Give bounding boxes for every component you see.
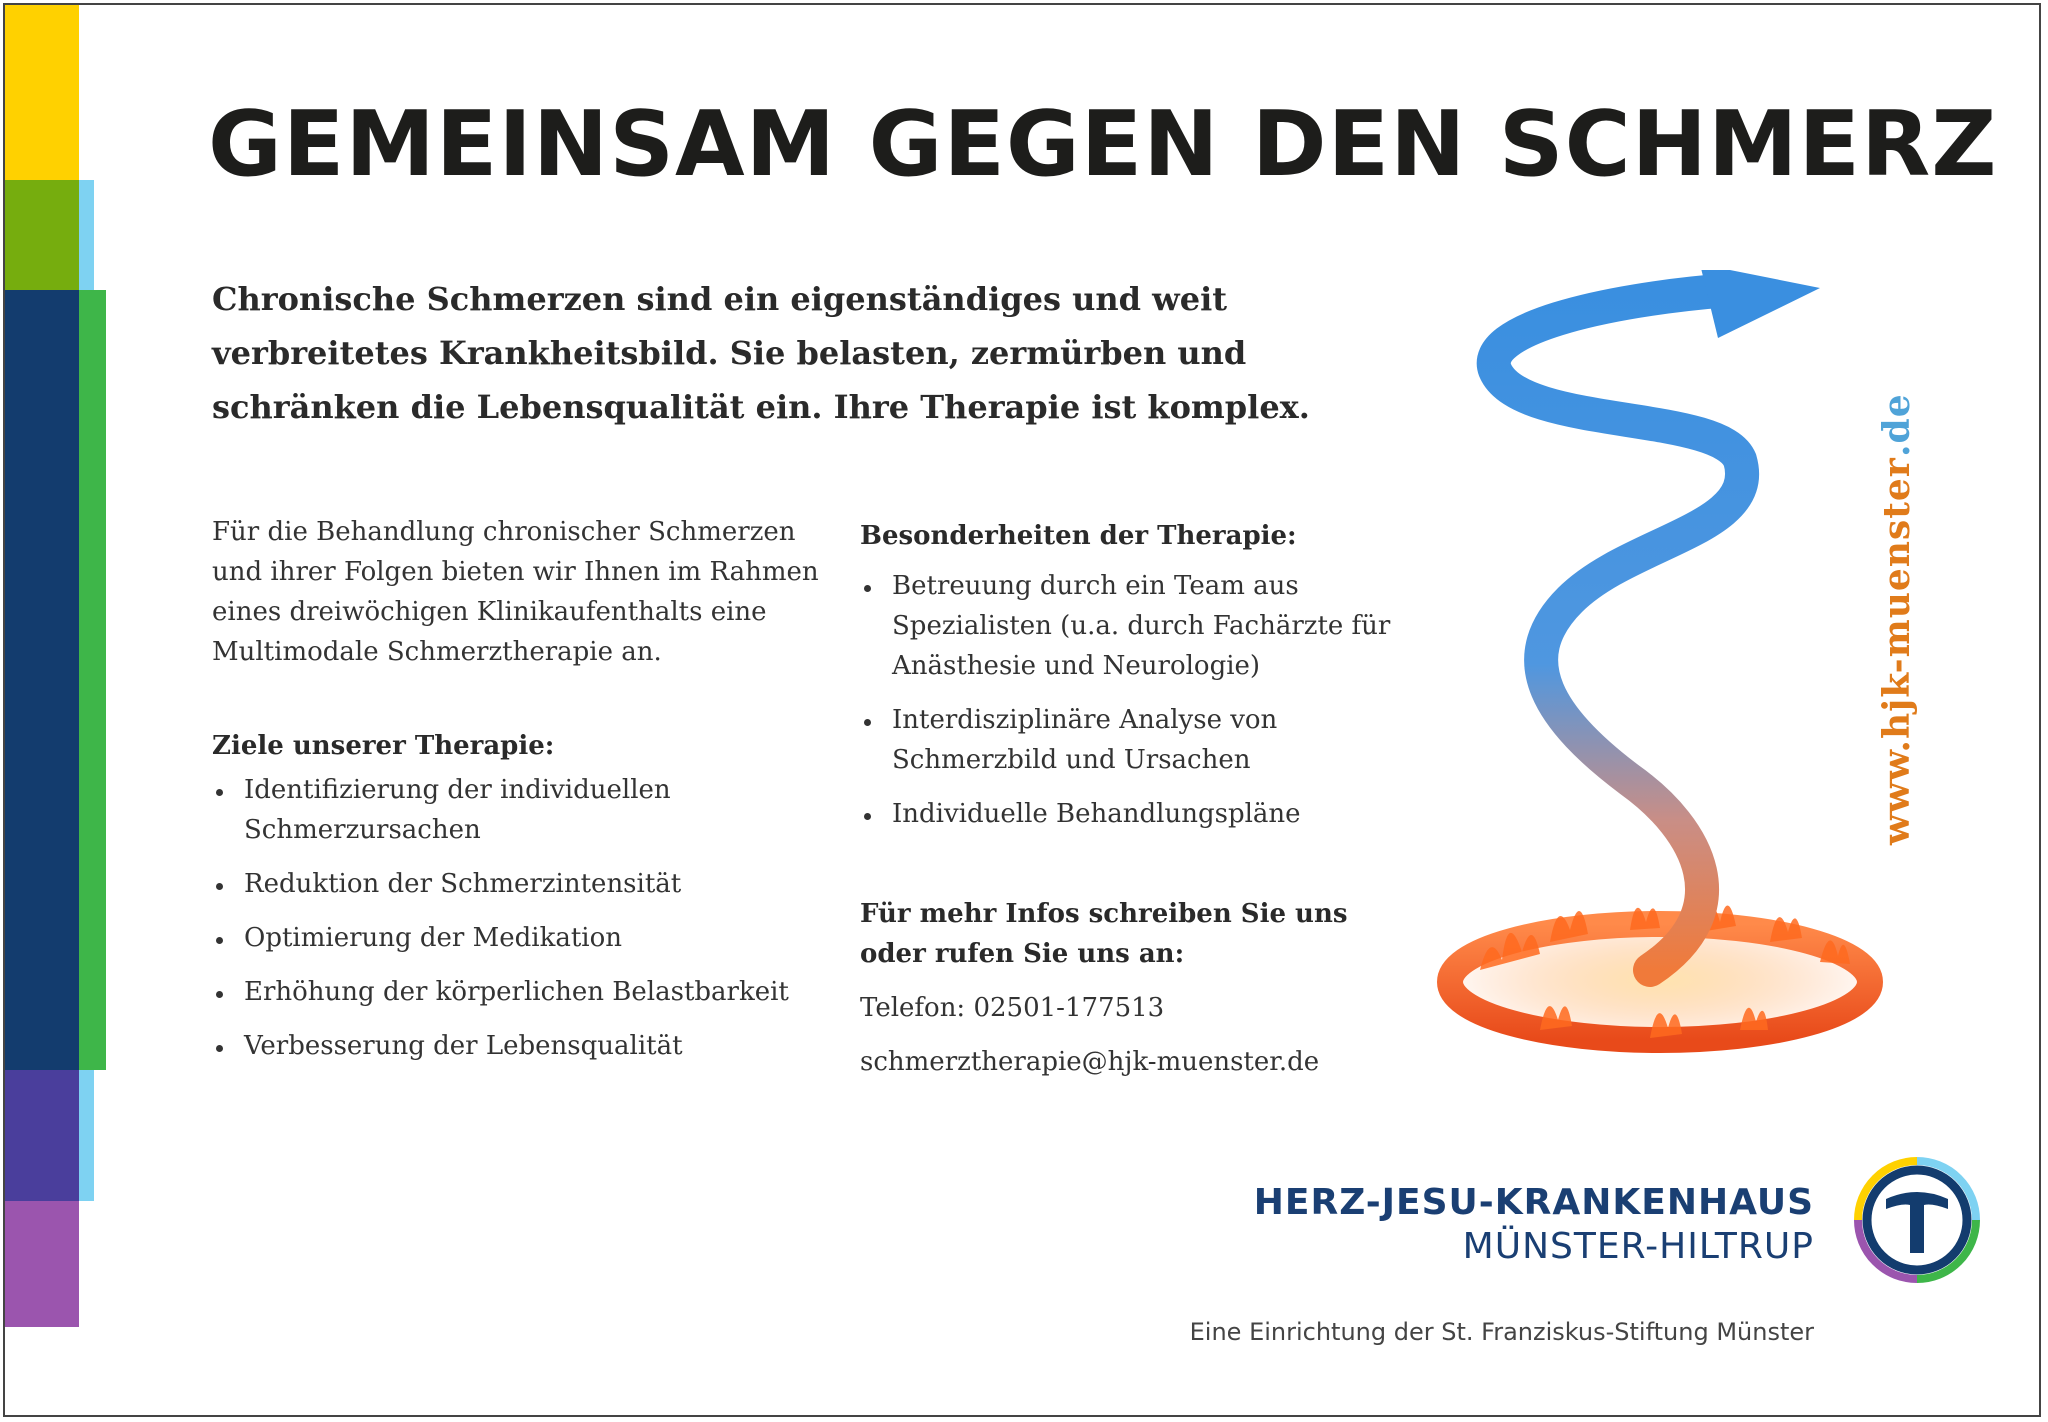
tagline: Eine Einrichtung der St. Franziskus-Stiftung Münster — [1189, 1318, 1814, 1346]
color-bar-indigo — [5, 1070, 79, 1201]
right-column — [860, 516, 1420, 1082]
color-bar-lightblue-bottom — [79, 1070, 94, 1201]
goal-item: Reduktion der Schmerzintensität — [212, 864, 832, 904]
website-url-domain: hjk-muenster — [1876, 457, 1918, 740]
arrow-head — [1700, 270, 1820, 338]
website-url-suffix: .de — [1876, 393, 1918, 458]
feature-item: Interdisziplinäre Analyse von Schmerzbild und Ursachen — [860, 700, 1420, 780]
features-list — [860, 566, 1420, 834]
website-url-prefix: www. — [1876, 739, 1918, 845]
left-column — [212, 512, 832, 1080]
goal-item: Identifizierung der individuellen Schmerzursachen — [212, 770, 832, 850]
hospital-name: HERZ-JESU-KRANKENHAUS — [1253, 1182, 1814, 1223]
hospital-location: MÜNSTER-HILTRUP — [1462, 1226, 1814, 1267]
goals-heading: Ziele unserer Therapie: — [212, 731, 555, 761]
website-url[interactable] — [1872, 393, 1922, 845]
color-bar-yellow — [5, 5, 79, 180]
feature-item: Individuelle Behandlungspläne — [860, 794, 1420, 834]
headline: GEMEINSAM GEGEN DEN SCHMERZ — [208, 92, 1998, 197]
intro-paragraph: Chronische Schmerzen sind ein eigenständiges und weit verbreitetes Krankheitsbild. Sie belasten, zermürben und schränken die Lebensqualität ein. Ihre Therapie ist komplex. — [212, 280, 1310, 426]
contact-heading: Für mehr Infos schreiben Sie uns oder rufen Sie uns an: — [860, 899, 1348, 969]
goal-item: Optimierung der Medikation — [212, 918, 832, 958]
color-bar-navy — [5, 290, 79, 1070]
color-bar-brightgreen — [79, 290, 106, 1070]
color-bar-purple — [5, 1201, 79, 1327]
email-link[interactable]: schmerztherapie@hjk-muenster.de — [860, 1047, 1320, 1077]
phone-number[interactable]: Telefon: 02501-177513 — [860, 993, 1165, 1023]
feature-item: Betreuung durch ein Team aus Spezialisten (u.a. durch Fachärzte für Anästhesie und Neurologie) — [860, 566, 1420, 686]
color-bar-green — [5, 180, 79, 290]
color-bar-lightblue-top — [79, 180, 94, 290]
goals-list — [212, 770, 832, 1066]
features-heading: Besonderheiten der Therapie: — [860, 521, 1297, 551]
hospital-logo — [1852, 1155, 1982, 1285]
therapy-description: Für die Behandlung chronischer Schmerzen und ihrer Folgen bieten wir Ihnen im Rahmen eines dreiwöchigen Klinikaufenthalts eine Multimodale Schmerztherapie an. — [212, 517, 819, 667]
goal-item: Verbesserung der Lebensqualität — [212, 1026, 832, 1066]
goal-item: Erhöhung der körperlichen Belastbarkeit — [212, 972, 832, 1012]
spiral-arrow-illustration — [1400, 270, 1920, 1070]
spiral-ribbon — [1494, 290, 1742, 970]
